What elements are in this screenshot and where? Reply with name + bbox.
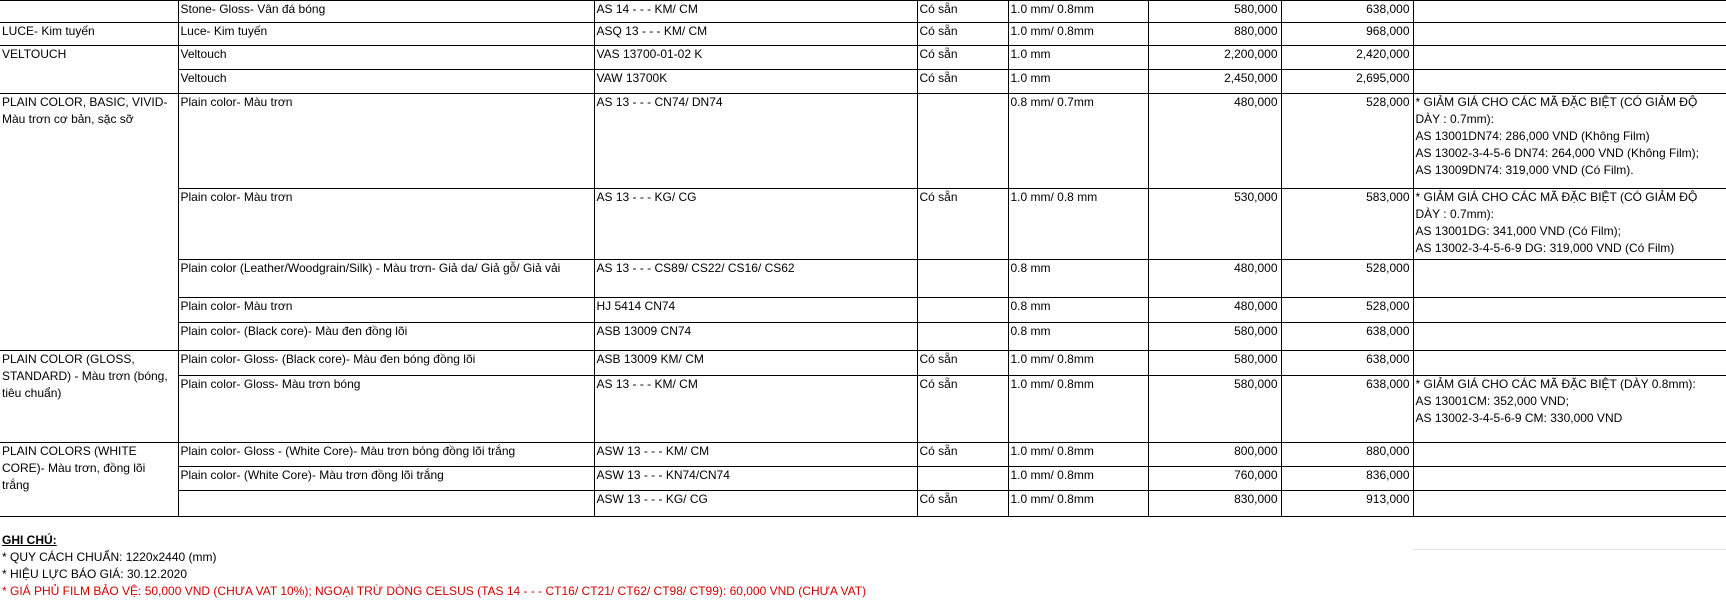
price-vat-cell: 968,000 [1281,23,1413,46]
product-code-cell: HJ 5414 CN74 [594,298,917,323]
thickness-cell: 1.0 mm [1008,70,1148,94]
note-cell: * GIẢM GIÁ CHO CÁC MÃ ĐẶC BIỆT (DÀY 0.8mm): AS 13001CM: 352,000 VND; AS 13002-3-4-5-6-9 CM: 330,000 VND [1413,376,1726,443]
group-cell: PLAIN COLOR (GLOSS, STANDARD) - Màu trơn (bóng, tiêu chuẩn) [0,351,178,443]
product-name-cell [178,491,594,517]
note-cell [1413,46,1726,70]
product-name-cell: Plain color- Gloss - (White Core)- Màu trơn bóng đồng lõi trắng [178,443,594,467]
price-vat-cell: 2,695,000 [1281,70,1413,94]
product-code-cell: VAS 13700-01-02 K [594,46,917,70]
product-code-cell: ASW 13 - - - KN74/CN74 [594,467,917,491]
price-cell: 580,000 [1148,376,1281,443]
note-cell [1413,443,1726,467]
price-vat-cell: 638,000 [1281,351,1413,376]
price-cell: 800,000 [1148,443,1281,467]
stock-cell [917,298,1008,323]
table-row [0,376,1726,443]
note-cell [1413,351,1726,376]
product-name-cell: Plain color- Màu trơn [178,94,594,189]
table-row [0,46,1726,70]
table-row [0,70,1726,94]
table-row [0,260,1726,298]
thickness-cell: 0.8 mm [1008,323,1148,351]
product-code-cell: ASW 13 - - - KG/ CG [594,491,917,517]
price-cell: 580,000 [1148,323,1281,351]
price-cell: 480,000 [1148,260,1281,298]
thickness-cell: 0.8 mm [1008,298,1148,323]
stock-cell: Có sẵn [917,351,1008,376]
table-row [0,443,1726,467]
note-cell [1413,323,1726,351]
price-vat-cell: 528,000 [1281,260,1413,298]
price-vat-cell: 583,000 [1281,189,1413,260]
product-code-cell: ASW 13 - - - KM/ CM [594,443,917,467]
stock-cell: Có sẵn [917,46,1008,70]
note-cell [1413,491,1726,517]
note-cell [1413,260,1726,298]
thickness-cell: 0.8 mm/ 0.7mm [1008,94,1148,189]
product-code-cell: AS 14 - - - KM/ CM [594,1,917,23]
product-name-cell: Veltouch [178,46,594,70]
thickness-cell: 1.0 mm/ 0.8mm [1008,1,1148,23]
stock-cell: Có sẵn [917,1,1008,23]
product-code-cell: VAW 13700K [594,70,917,94]
thickness-cell: 1.0 mm/ 0.8mm [1008,443,1148,467]
product-name-cell: Plain color- Màu trơn [178,298,594,323]
price-cell: 530,000 [1148,189,1281,260]
group-cell: LUCE- Kim tuyến [0,23,178,46]
thickness-cell: 1.0 mm [1008,46,1148,70]
table-row [0,323,1726,351]
price-vat-cell: 2,420,000 [1281,46,1413,70]
stock-cell: Có sẵn [917,189,1008,260]
stock-cell [917,260,1008,298]
stock-cell [917,323,1008,351]
price-cell: 880,000 [1148,23,1281,46]
price-vat-cell: 638,000 [1281,1,1413,23]
price-vat-cell: 880,000 [1281,443,1413,467]
price-vat-cell: 836,000 [1281,467,1413,491]
product-code-cell: AS 13 - - - CS89/ CS22/ CS16/ CS62 [594,260,917,298]
standard-size-note: * QUY CÁCH CHUẨN: 1220x2440 (mm) [2,550,217,564]
stock-cell: Có sẵn [917,376,1008,443]
price-cell: 580,000 [1148,1,1281,23]
table-row [0,189,1726,260]
thickness-cell: 1.0 mm/ 0.8mm [1008,491,1148,517]
thickness-cell: 1.0 mm/ 0.8 mm [1008,189,1148,260]
table-row [0,94,1726,189]
table-row [0,1,1726,23]
notes-section [2,532,866,600]
product-name-cell: Luce- Kim tuyến [178,23,594,46]
price-vat-cell: 638,000 [1281,323,1413,351]
note-cell [1413,1,1726,23]
note-cell [1413,467,1726,491]
product-name-cell: Plain color (Leather/Woodgrain/Silk) - Màu trơn- Giả da/ Giả gỗ/ Giả vải [178,260,594,298]
note-cell: * GIẢM GIÁ CHO CÁC MÃ ĐẶC BIỆT (CÓ GIẢM ĐỘ DÀY : 0.7mm): AS 13001DG: 341,000 VND (Có Film); AS 13002-3-4-5-6-9 DG: 319,000 VND (Có Film) [1413,189,1726,260]
note-cell [1413,70,1726,94]
product-code-cell: AS 13 - - - KM/ CM [594,376,917,443]
price-cell: 480,000 [1148,94,1281,189]
thickness-cell: 1.0 mm/ 0.8mm [1008,23,1148,46]
product-name-cell: Plain color- (White Core)- Màu trơn đồng lõi trắng [178,467,594,491]
validity-note: * HIỆU LỰC BÁO GIÁ: 30.12.2020 [2,567,188,581]
price-cell: 480,000 [1148,298,1281,323]
stock-cell [917,467,1008,491]
product-code-cell: ASQ 13 - - - KM/ CM [594,23,917,46]
price-vat-cell: 638,000 [1281,376,1413,443]
price-vat-cell: 528,000 [1281,94,1413,189]
group-cell: PLAIN COLOR, BASIC, VIVID- Màu trơn cơ bản, sặc sỡ [0,94,178,351]
notes-heading: GHI CHÚ: [2,533,57,547]
table-row [0,23,1726,46]
stock-cell: Có sẵn [917,491,1008,517]
table-row [0,491,1726,517]
stock-cell: Có sẵn [917,23,1008,46]
product-name-cell: Veltouch [178,70,594,94]
thickness-cell: 0.8 mm [1008,260,1148,298]
price-cell: 2,200,000 [1148,46,1281,70]
group-cell: VELTOUCH [0,46,178,94]
stock-cell: Có sẵn [917,443,1008,467]
stock-cell [917,94,1008,189]
note-cell [1413,23,1726,46]
note-cell [1413,298,1726,323]
product-name-cell: Plain color- Màu trơn [178,189,594,260]
stock-cell: Có sẵn [917,70,1008,94]
product-name-cell: Plain color- Gloss- Màu trơn bóng [178,376,594,443]
note-cell: * GIẢM GIÁ CHO CÁC MÃ ĐẶC BIỆT (CÓ GIẢM ĐỘ DÀY : 0.7mm): AS 13001DN74: 286,000 VND (Không Film) AS 13002-3-4-5-6 DN74: 264,000 VND (Không Film); AS 13009DN74: 319,000 VND (Có Film). [1413,94,1726,189]
divider [1413,549,1726,550]
thickness-cell: 1.0 mm/ 0.8mm [1008,467,1148,491]
price-cell: 2,450,000 [1148,70,1281,94]
thickness-cell: 1.0 mm/ 0.8mm [1008,376,1148,443]
product-code-cell: ASB 13009 KM/ CM [594,351,917,376]
product-code-cell: ASB 13009 CN74 [594,323,917,351]
product-name-cell: Stone- Gloss- Vân đá bóng [178,1,594,23]
group-cell: PLAIN COLORS (WHITE CORE)- Màu trơn, đồng lõi trắng [0,443,178,517]
product-code-cell: AS 13 - - - KG/ CG [594,189,917,260]
price-vat-cell: 528,000 [1281,298,1413,323]
table-row [0,298,1726,323]
group-cell [0,1,178,23]
film-price-note: * GIÁ PHỦ FILM BẢO VỆ: 50,000 VND (CHƯA VAT 10%); NGOẠI TRỪ DÒNG CELSUS (TAS 14 - - - CT16/ CT21/ CT62/ CT98/ CT99): 60,000 VND (CHƯA VAT) [2,584,867,598]
product-name-cell: Plain color- (Black core)- Màu đen đồng lõi [178,323,594,351]
price-cell: 830,000 [1148,491,1281,517]
price-cell: 760,000 [1148,467,1281,491]
table-row [0,351,1726,376]
product-code-cell: AS 13 - - - CN74/ DN74 [594,94,917,189]
price-cell: 580,000 [1148,351,1281,376]
price-vat-cell: 913,000 [1281,491,1413,517]
thickness-cell: 1.0 mm/ 0.8mm [1008,351,1148,376]
product-name-cell: Plain color- Gloss- (Black core)- Màu đen bóng đồng lõi [178,351,594,376]
table-row [0,467,1726,491]
